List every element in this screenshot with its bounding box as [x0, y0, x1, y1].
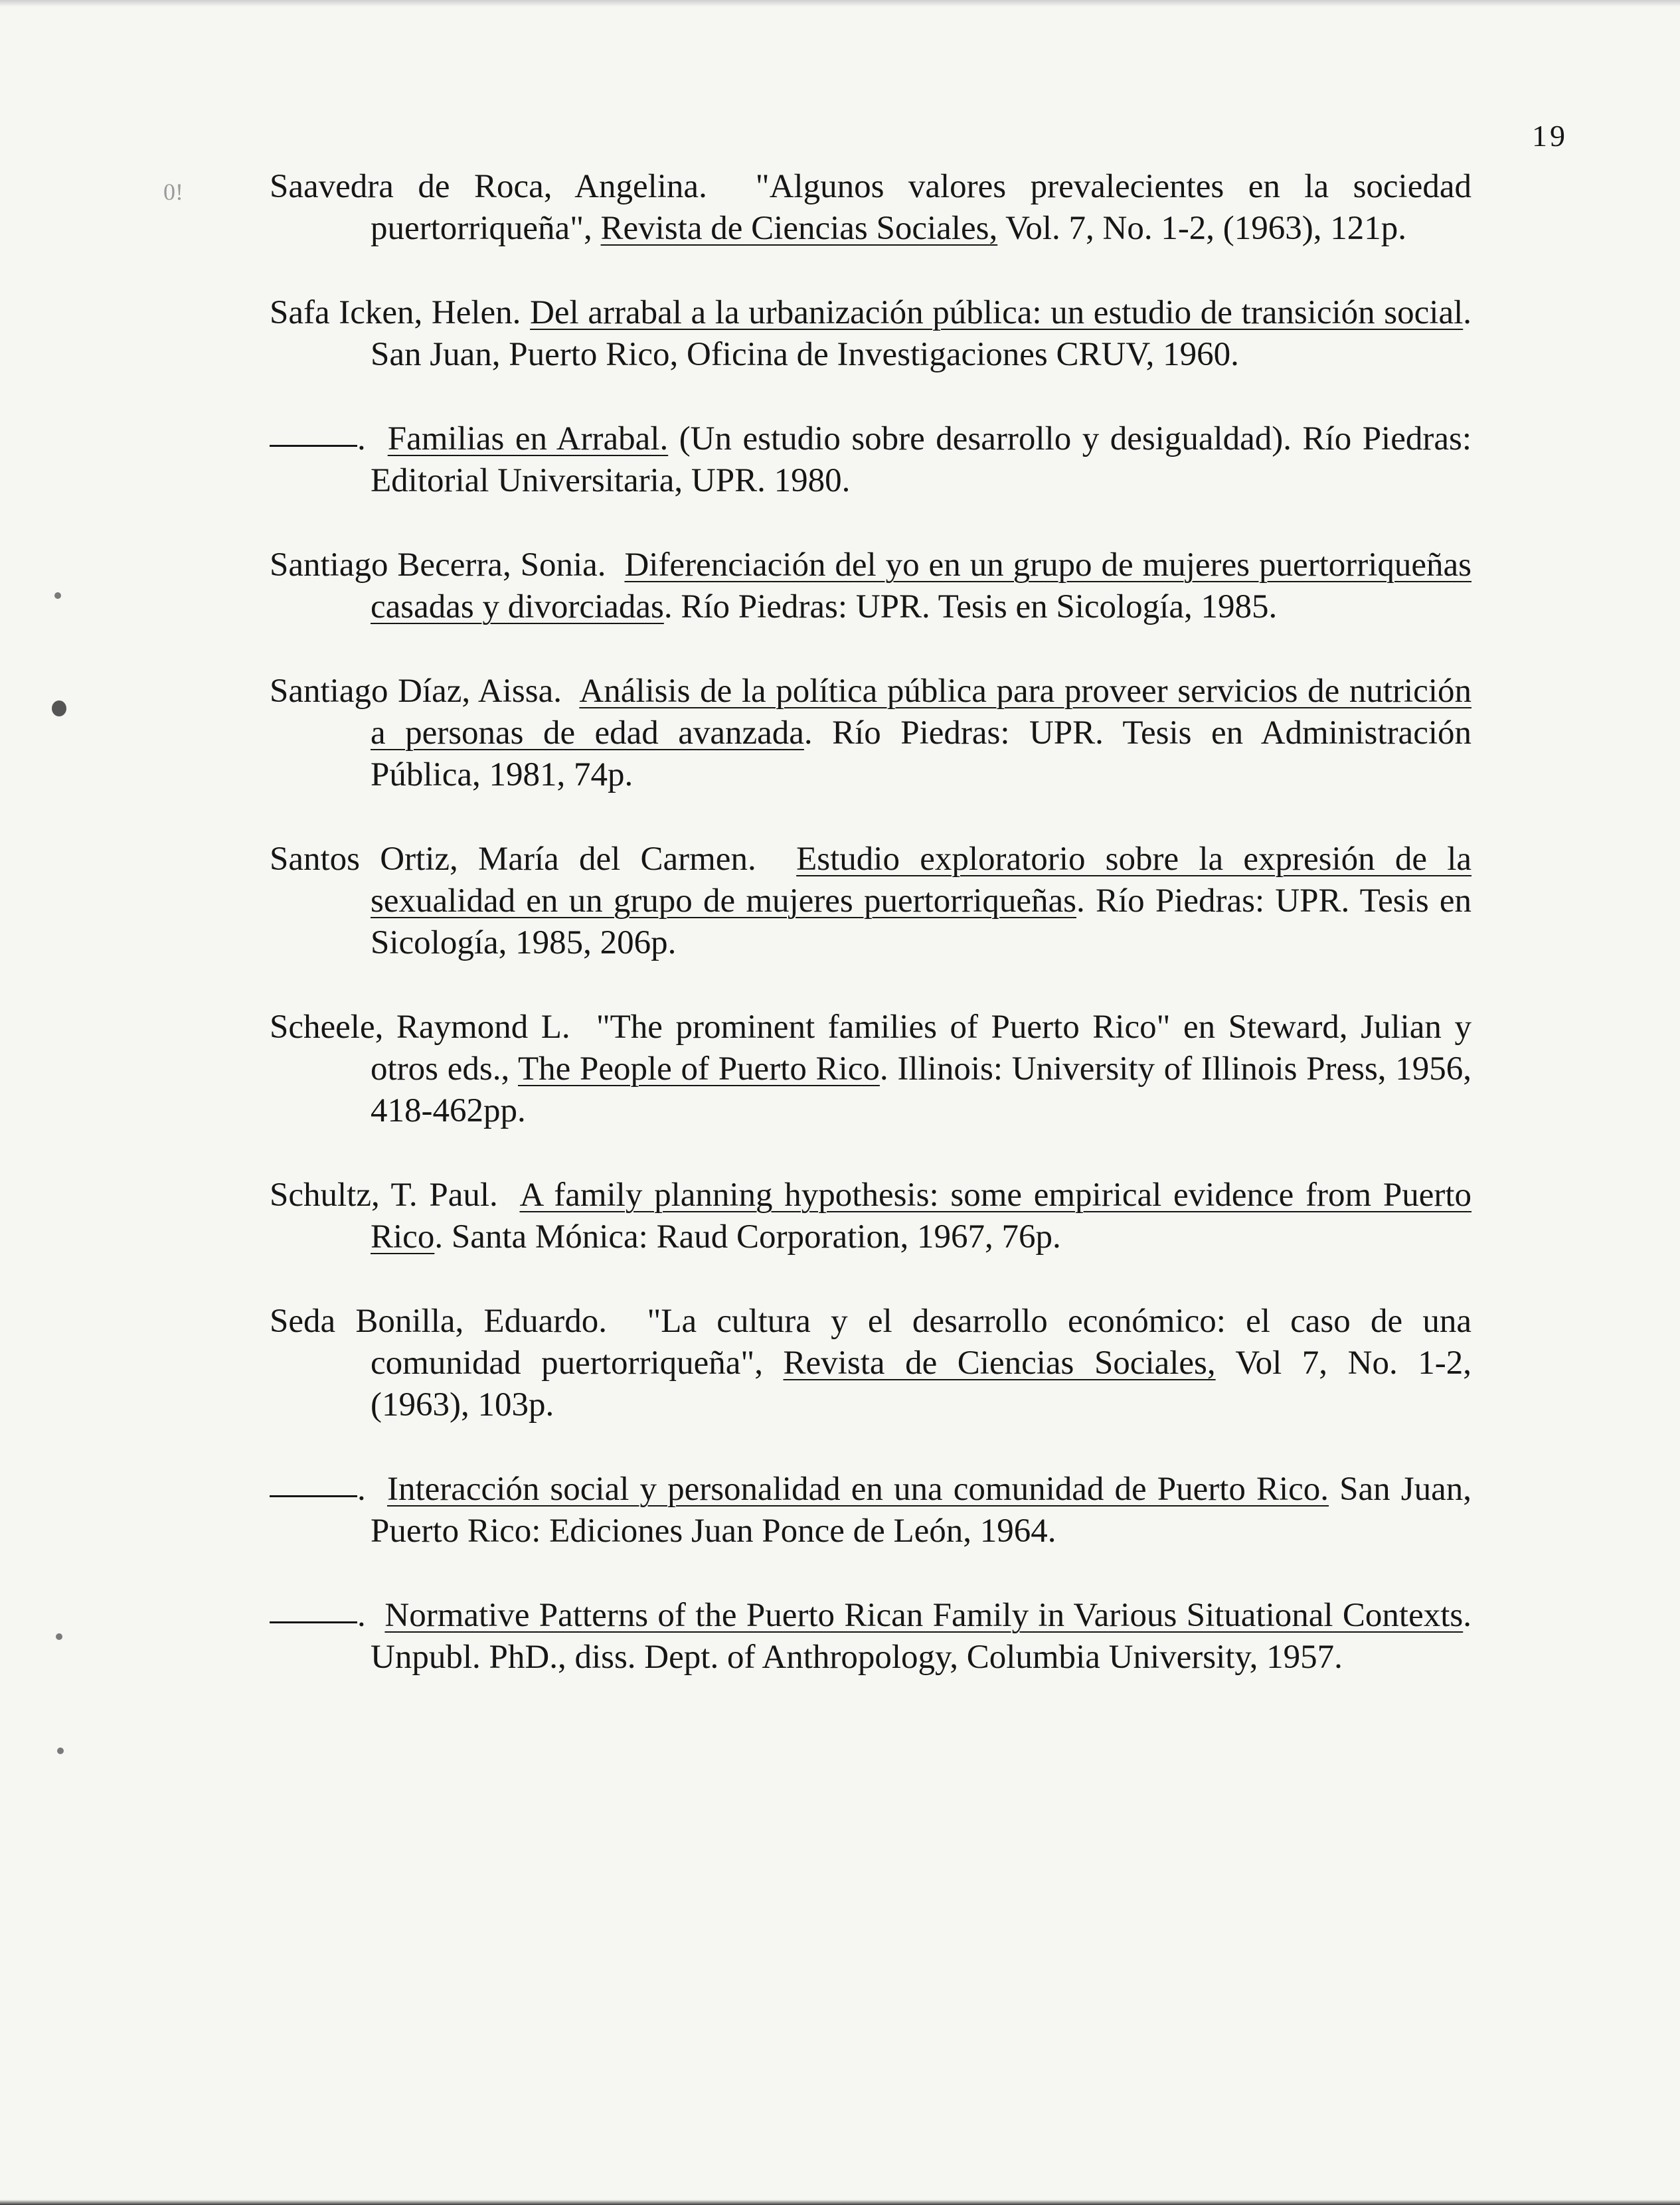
- entry-title: Familias en Arrabal.: [387, 420, 669, 457]
- entry-title: Normative Patterns of the Puerto Rican Family in Various Situational Contexts: [384, 1597, 1464, 1634]
- binder-hole-mark: [57, 1748, 64, 1754]
- entry-title: Interacción social y personalidad en una comunidad de Puerto Rico.: [386, 1471, 1329, 1508]
- entry-text: "La cultura y el desarrollo económico: el caso de una comunidad puertorriqueña",: [371, 1303, 1471, 1382]
- bibliography-entry: [270, 1469, 1471, 1552]
- entry-title: Diferenciación del yo en un grupo de mujeres puertorriqueñas casadas y divorciadas: [371, 546, 1471, 625]
- entry-author: Saavedra de Roca, Angelina.: [270, 168, 707, 205]
- entry-text: "The prominent families of Puerto Rico" en Steward, Julian y otros eds.,: [371, 1009, 1471, 1088]
- bibliography-entry: [270, 1175, 1471, 1258]
- entry-author: Santiago Díaz, Aissa.: [270, 673, 562, 710]
- bibliography-list: [270, 166, 1471, 1721]
- bibliography-entry: [270, 1301, 1471, 1426]
- bibliography-entry: [270, 166, 1471, 250]
- entry-text: . San Juan, Puerto Rico, Oficina de Investigaciones CRUV, 1960.: [371, 294, 1471, 373]
- entry-author: Schultz, T. Paul.: [270, 1177, 498, 1214]
- entry-author: Seda Bonilla, Eduardo.: [270, 1303, 608, 1340]
- entry-title: A family planning hypothesis: some empirical evidence from Puerto Rico: [371, 1177, 1472, 1256]
- bibliography-entry: [270, 1007, 1471, 1132]
- entry-author: Safa Icken, Helen.: [270, 294, 521, 331]
- scan-bottom-edge: [0, 2200, 1680, 2205]
- page-number: 19: [1532, 119, 1568, 153]
- entry-text: . Río Piedras: UPR. Tesis en Sicología, 1985.: [663, 588, 1278, 625]
- entry-text: . Santa Mónica: Raud Corporation, 1967, 76p.: [434, 1218, 1061, 1256]
- binder-hole-mark: [56, 1633, 62, 1640]
- entry-title: The People of Puerto Rico: [518, 1050, 880, 1088]
- entry-title: Revista de Ciencias Sociales,: [783, 1345, 1216, 1382]
- entry-author: Santos Ortiz, María del Carmen.: [270, 841, 756, 878]
- entry-text: . Río Piedras: UPR. Tesis en Administración Pública, 1981, 74p.: [371, 714, 1471, 793]
- entry-text: "Algunos valores prevalecientes en la sociedad puertorriqueña",: [371, 168, 1472, 247]
- bibliography-entry: [270, 671, 1471, 796]
- entry-text: San Juan, Puerto Rico: Ediciones Juan Ponce de León, 1964.: [371, 1471, 1472, 1550]
- entry-author: Scheele, Raymond L.: [270, 1009, 570, 1046]
- scan-top-edge: [0, 0, 1680, 7]
- entry-title: Del arrabal a la urbanización pública: un estudio de transición social: [530, 294, 1464, 331]
- ditto-dash: [270, 1495, 357, 1497]
- entry-text: . Río Piedras: UPR. Tesis en Sicología, 1985, 206p.: [371, 882, 1471, 961]
- margin-mark: 0!: [163, 179, 183, 205]
- entry-author: Santiago Becerra, Sonia.: [270, 546, 606, 584]
- entry-text: (Un estudio sobre desarrollo y desigualdad). Río Piedras: Editorial Universitaria, UPR. 1980.: [371, 420, 1471, 499]
- binder-hole-mark: [54, 592, 61, 599]
- entry-title: Estudio exploratorio sobre la expresión de la sexualidad en un grupo de mujeres puertorriqueñas: [371, 841, 1472, 920]
- entry-text: Vol 7, No. 1-2, (1963), 103p.: [371, 1345, 1471, 1424]
- bibliography-entry: [270, 839, 1471, 964]
- entry-title: Análisis de la política pública para proveer servicios de nutrición a personas de edad avanzada: [371, 673, 1471, 752]
- bibliography-entry: [270, 292, 1471, 376]
- entry-title: Revista de Ciencias Sociales,: [600, 210, 998, 247]
- bibliography-entry: [270, 418, 1471, 502]
- entry-text: .: [357, 1597, 366, 1634]
- entry-text: . Unpubl. PhD., diss. Dept. of Anthropology, Columbia University, 1957.: [371, 1597, 1471, 1676]
- entry-text: Vol. 7, No. 1-2, (1963), 121p.: [1005, 210, 1407, 247]
- bibliography-entry: [270, 544, 1471, 628]
- entry-text: . Illinois: University of Illinois Press, 1956, 418-462pp.: [371, 1050, 1472, 1129]
- entry-text: .: [357, 420, 366, 457]
- entry-text: .: [357, 1471, 366, 1508]
- ditto-dash: [270, 445, 357, 447]
- bibliography-entry: [270, 1595, 1471, 1678]
- binder-hole-mark: [52, 700, 66, 716]
- ditto-dash: [270, 1621, 357, 1623]
